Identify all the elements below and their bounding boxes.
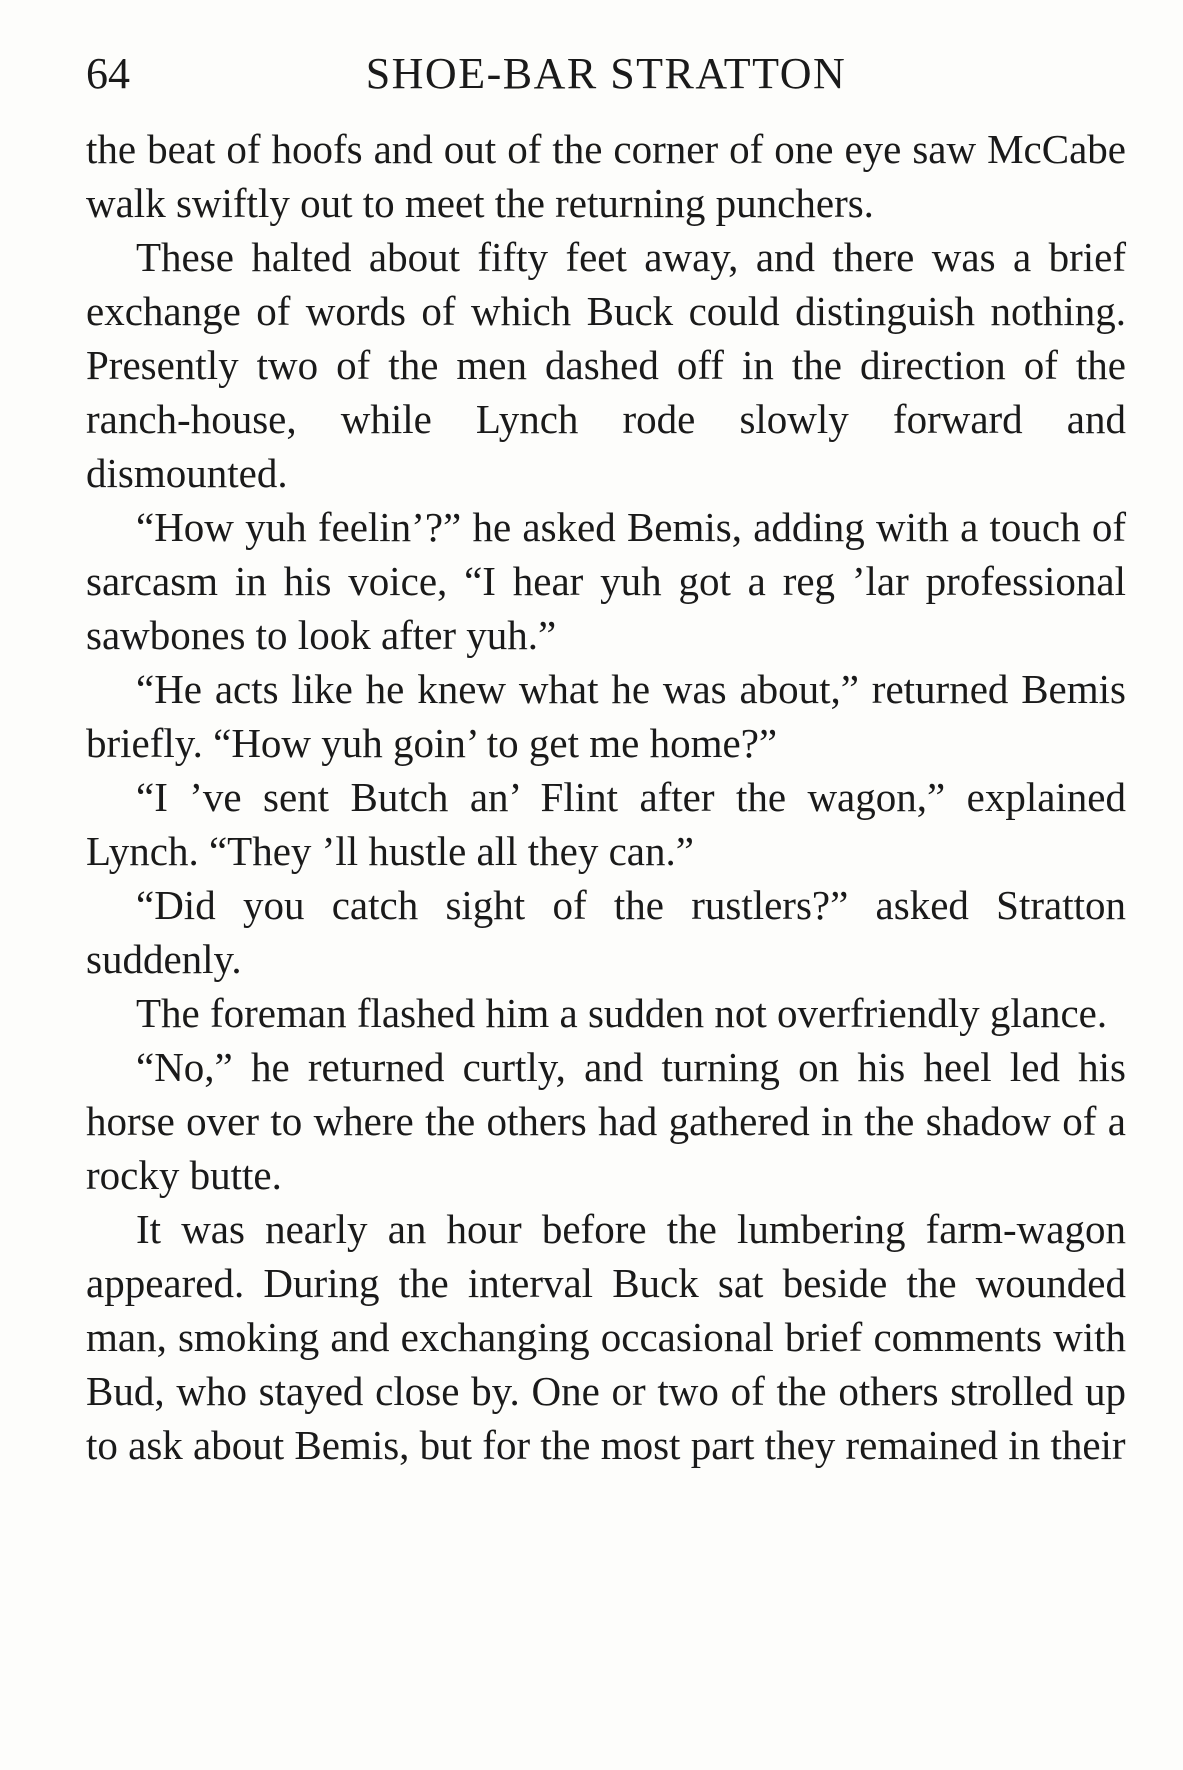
paragraph: “Did you catch sight of the rustlers?” asked Stratton suddenly. (86, 882, 1126, 982)
paragraph: “How yuh feelin’?” he asked Bemis, adding with a touch of sarcasm in his voice, “I hear yuh got a reg ’lar professional sawbones to look after yuh.” (86, 504, 1126, 658)
paragraph: “He acts like he knew what he was about,” returned Bemis briefly. “How yuh goin’ to get me home?” (86, 666, 1126, 766)
running-head (86, 44, 1126, 104)
page-number: 64 (86, 49, 130, 98)
paragraph: “I ’ve sent Butch an’ Flint after the wagon,” explained Lynch. “They ’ll hustle all they can.” (86, 774, 1126, 874)
paragraph: “No,” he returned curtly, and turning on his heel led his horse over to where the others had gathered in the shadow of a rocky butte. (86, 1044, 1126, 1198)
paragraph-continuation: the beat of hoofs and out of the corner of one eye saw McCabe walk swiftly out to meet the returning punchers. (86, 126, 1126, 226)
paragraph: The foreman flashed him a sudden not overfriendly glance. (136, 990, 1108, 1036)
paragraph: It was nearly an hour before the lumbering farm-wagon appeared. During the interval Buck sat beside the wounded man, smoking and exchanging occasional brief comments with Bud, who stayed close by. One or two of the others strolled up to ask about Bemis, but for the most part they remained in their (86, 1206, 1126, 1468)
running-title: SHOE-BAR STRATTON (365, 49, 847, 98)
body-text (86, 122, 1126, 1472)
paragraph: These halted about fifty feet away, and there was a brief exchange of words of which Buck could distinguish nothing. Presently two of the men dashed off in the direction of the ranch-house, while Lynch rode slowly forward and dismounted. (86, 234, 1126, 496)
